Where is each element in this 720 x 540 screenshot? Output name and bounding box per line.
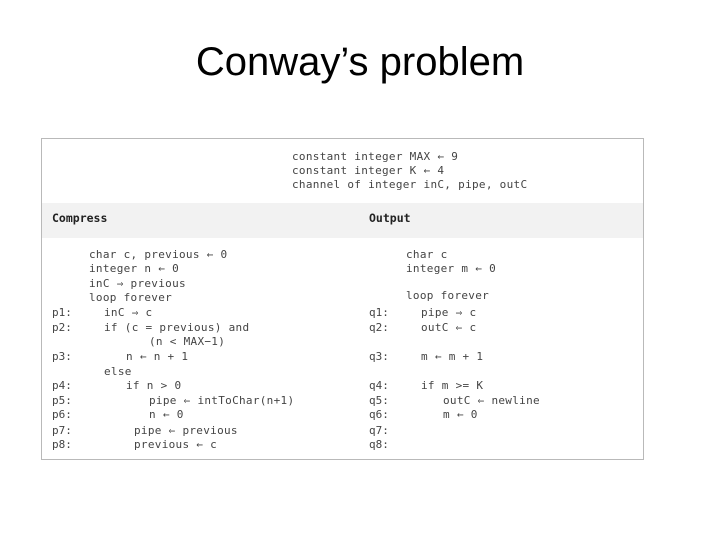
step-label: p7: — [52, 424, 72, 437]
compress-step-code: n ← n + 1 — [126, 350, 189, 363]
step-label: q5: — [369, 394, 389, 407]
step-label: p2: — [52, 321, 72, 334]
declaration-line: constant integer MAX ← 9 — [292, 150, 459, 163]
compress-init-line: integer n ← 0 — [89, 262, 179, 275]
step-label: q4: — [369, 379, 389, 392]
compress-step-code: else — [104, 365, 132, 378]
compress-step-code: inC ⇒ c — [104, 306, 153, 319]
output-step-code: pipe ⇒ c — [421, 306, 477, 319]
output-init-line: integer m ← 0 — [406, 262, 496, 275]
algorithm-box — [41, 138, 644, 460]
compress-step-code: pipe ⇐ intToChar(n+1) — [149, 394, 295, 407]
compress-step-code: previous ← c — [134, 438, 218, 451]
step-label: p6: — [52, 408, 72, 421]
output-init-line: char c — [406, 248, 448, 261]
step-label: p4: — [52, 379, 72, 392]
step-label: p3: — [52, 350, 72, 363]
declaration-line: channel of integer inC, pipe, outC — [292, 178, 528, 191]
output-step-code: m ← m + 1 — [421, 350, 484, 363]
output-step-code: if m >= K — [421, 379, 484, 392]
compress-step-code: (n < MAX−1) — [149, 335, 226, 348]
compress-init-line: char c, previous ← 0 — [89, 248, 228, 261]
step-label: q2: — [369, 321, 389, 334]
compress-header: Compress — [52, 211, 108, 225]
step-label: p8: — [52, 438, 72, 451]
compress-init-line: inC ⇒ previous — [89, 277, 186, 290]
output-step-code: m ← 0 — [443, 408, 478, 421]
output-step-code: outC ⇐ c — [421, 321, 477, 334]
compress-step-code: n ← 0 — [149, 408, 184, 421]
compress-step-code: if n > 0 — [126, 379, 182, 392]
step-label: q6: — [369, 408, 389, 421]
step-label: q3: — [369, 350, 389, 363]
step-label: q1: — [369, 306, 389, 319]
output-step-code: outC ⇐ newline — [443, 394, 540, 407]
output-init-line: loop forever — [406, 289, 490, 302]
step-label: p5: — [52, 394, 72, 407]
step-label: q8: — [369, 438, 389, 451]
output-header: Output — [369, 211, 411, 225]
slide-title: Conway’s problem — [195, 40, 525, 84]
header-band — [42, 203, 643, 238]
declaration-line: constant integer K ← 4 — [292, 164, 445, 177]
compress-step-code: pipe ⇐ previous — [134, 424, 238, 437]
compress-init-line: loop forever — [89, 291, 173, 304]
compress-step-code: if (c = previous) and — [104, 321, 250, 334]
step-label: q7: — [369, 424, 389, 437]
step-label: p1: — [52, 306, 72, 319]
